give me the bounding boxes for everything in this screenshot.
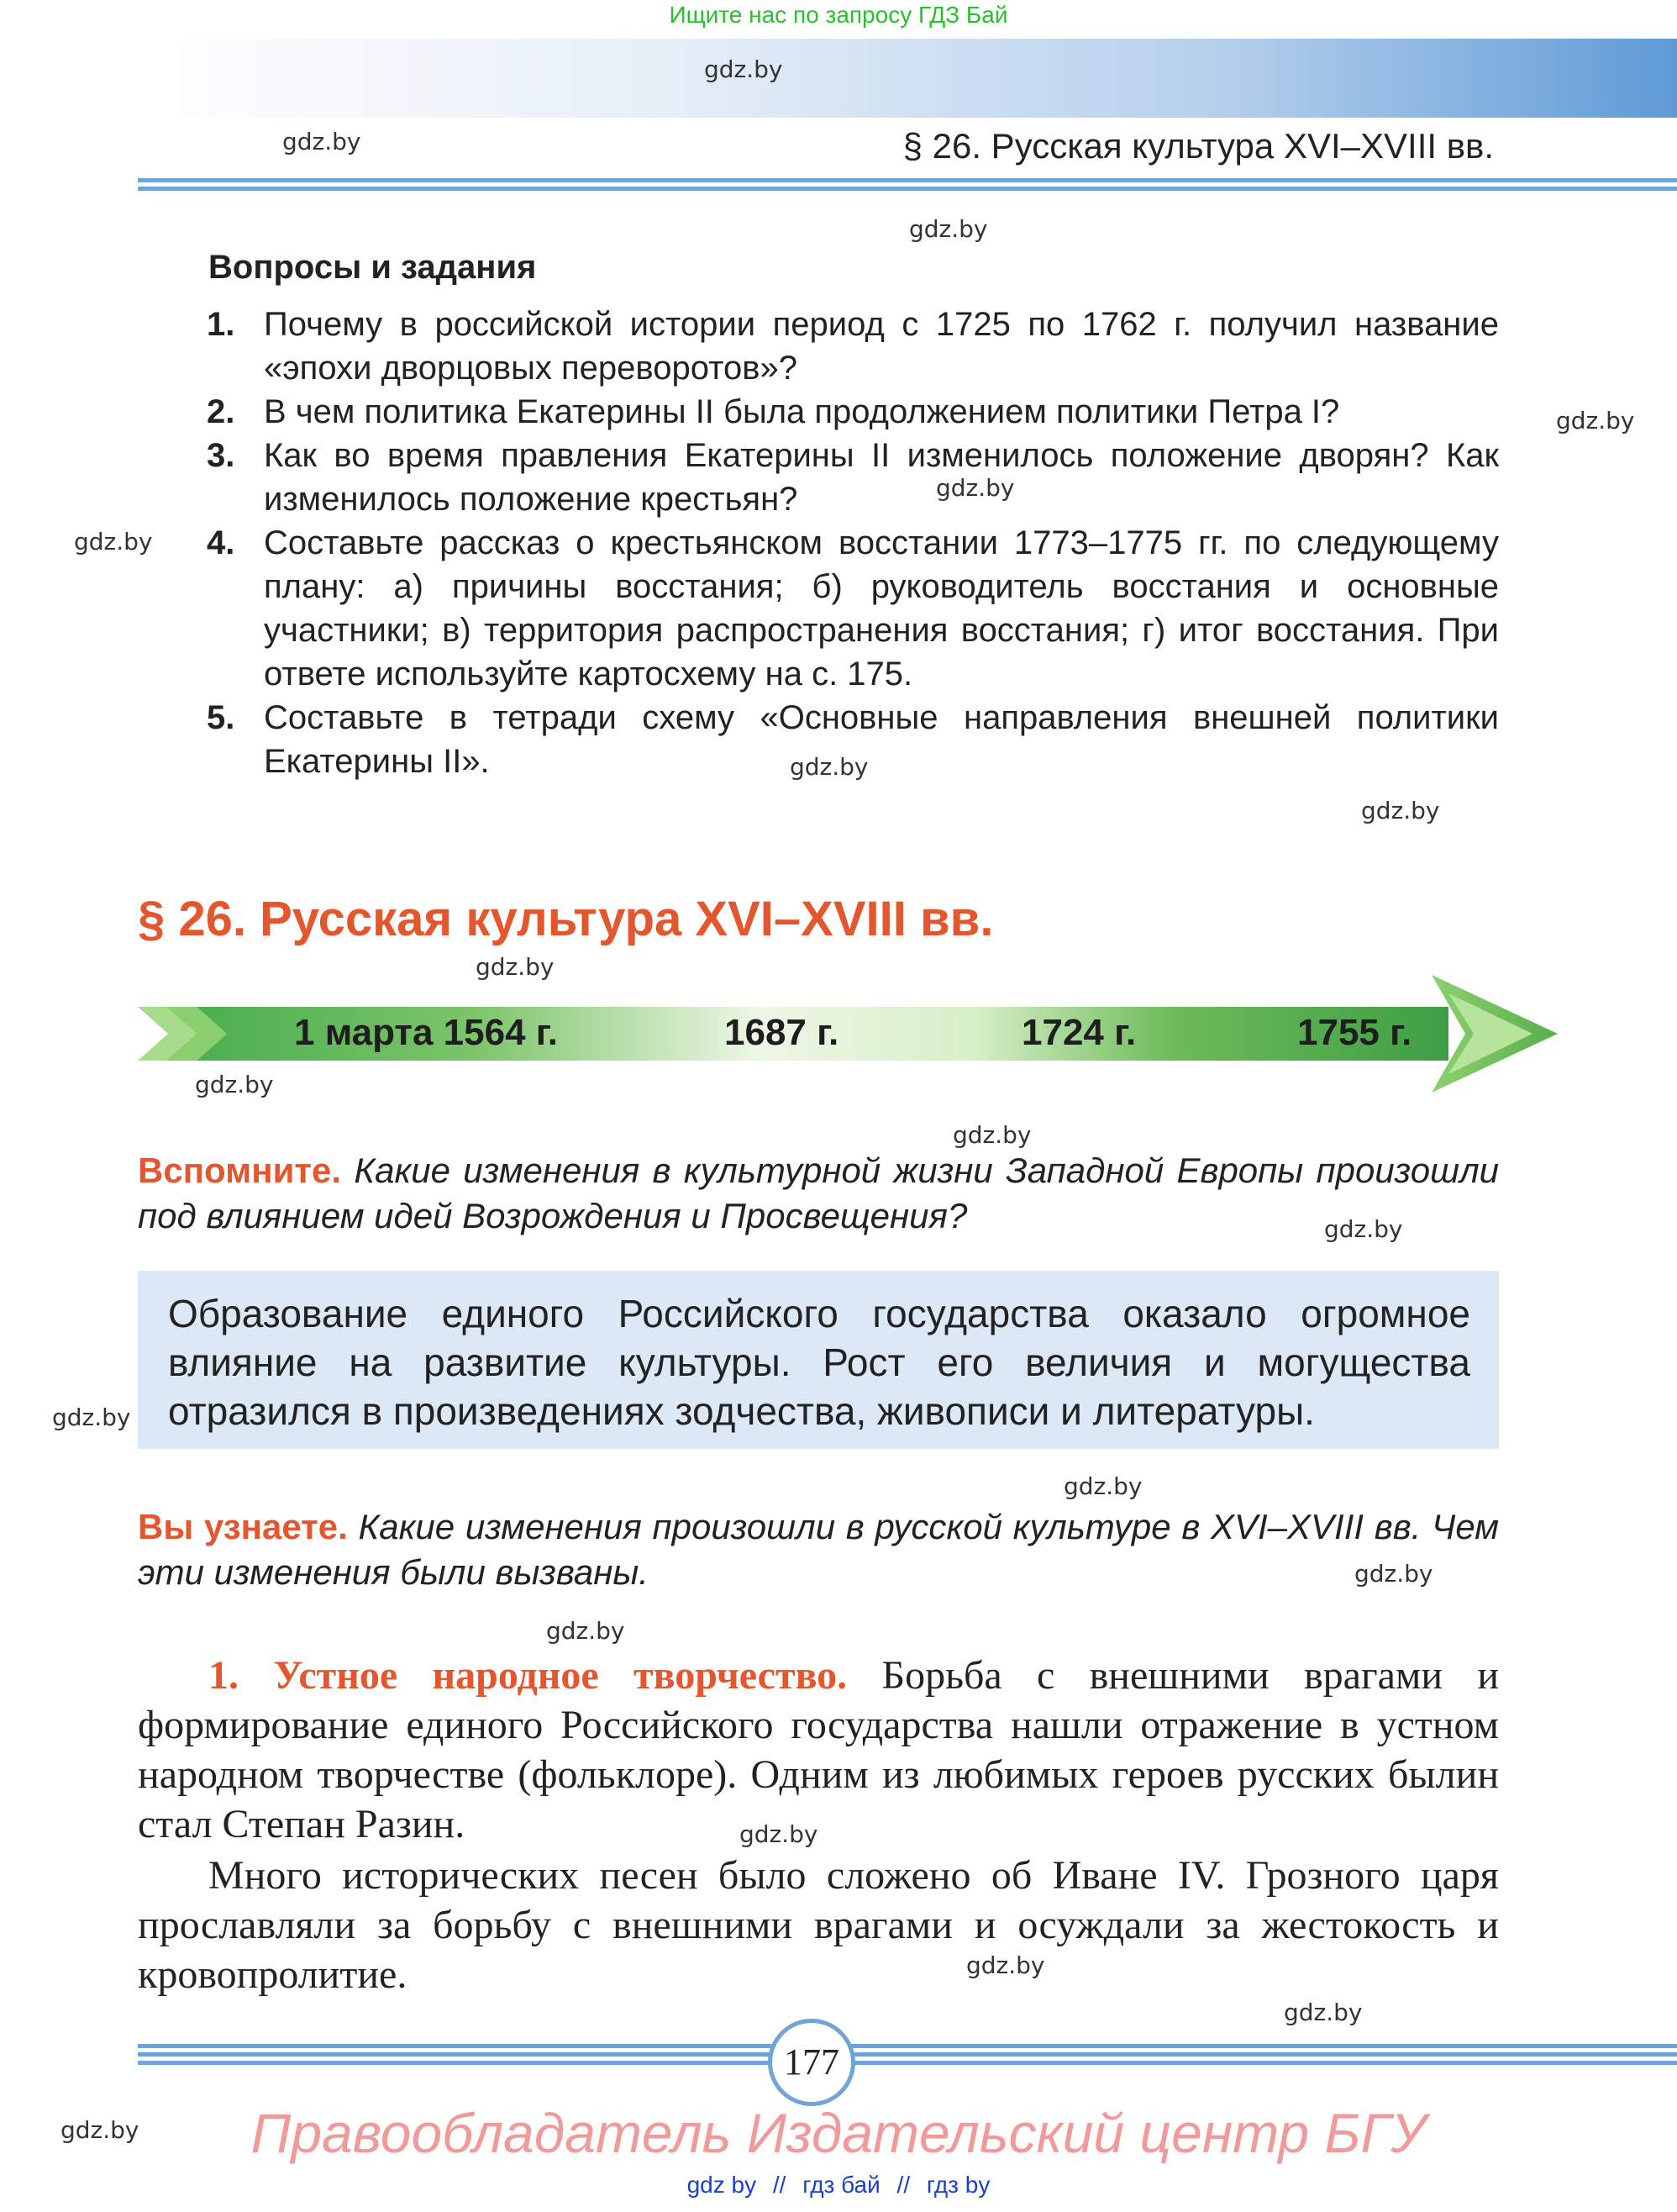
question-item xyxy=(207,521,1499,696)
watermark: gdz.by xyxy=(953,1121,1032,1149)
question-number: 5. xyxy=(207,699,235,736)
remember-block xyxy=(138,1148,1499,1239)
question-number: 3. xyxy=(207,437,235,474)
learn-block xyxy=(138,1504,1499,1595)
watermark: gdz.by xyxy=(195,1071,274,1098)
question-item xyxy=(207,303,1499,390)
timeline-date: 1755 г. xyxy=(1297,1012,1412,1053)
paragraph-2: Много исторических песен было сложено об Иване IV. Грозного царя прославляли за борьбу с внешними врагами и осуждали за жестокость и кровопролитие. xyxy=(138,1853,1499,1997)
top-search-banner: Ищите нас по запросу ГДЗ Бай xyxy=(669,2,1008,28)
watermark: gdz.by xyxy=(1361,797,1440,824)
question-text: В чем политика Екатерины II была продолжением политики Петра I? xyxy=(264,393,1340,430)
watermark: gdz.by xyxy=(60,2116,139,2144)
watermark: gdz.by xyxy=(1284,1999,1363,2026)
remember-text: Какие изменения в культурной жизни Западной Европы произошли под влиянием идей Возрождения и Просвещения? xyxy=(138,1151,1499,1235)
watermark: gdz.by xyxy=(739,1820,818,1848)
footer-link-gdz-by-ru[interactable]: гдз by xyxy=(926,2172,991,2198)
watermark: gdz.by xyxy=(1324,1215,1403,1243)
timeline-date: 1 марта 1564 г. xyxy=(294,1012,558,1053)
watermark: gdz.by xyxy=(909,215,988,243)
timeline xyxy=(138,975,1566,1093)
remember-label: Вспомните. xyxy=(138,1151,342,1190)
question-text: Составьте в тетради схему «Основные направления внешней политики Екатерины II». xyxy=(264,699,1499,780)
question-item xyxy=(207,390,1499,434)
questions-list xyxy=(207,303,1499,783)
question-text: Почему в российской истории период с 1725 по 1762 г. получил название «эпохи дворцовых переворотов»? xyxy=(264,306,1499,387)
watermark: gdz.by xyxy=(966,1951,1045,1979)
question-number: 1. xyxy=(207,306,235,343)
header-band xyxy=(134,39,1677,118)
question-item xyxy=(207,434,1499,521)
timeline-date: 1724 г. xyxy=(1022,1012,1137,1053)
watermark: gdz.by xyxy=(936,474,1015,502)
paragraph-heading: 1. Устное народное творчество. xyxy=(208,1653,848,1698)
watermark: gdz.by xyxy=(1556,407,1635,434)
footer-link-gdz-bai[interactable]: гдз бай xyxy=(802,2172,881,2198)
section-title: § 26. Русская культура XVI–XVIII вв. xyxy=(138,892,994,946)
header-rule xyxy=(138,178,1677,195)
footer-link-gdz-by[interactable]: gdz by xyxy=(686,2172,757,2198)
questions-heading: Вопросы и задания xyxy=(208,249,537,286)
page-number: 177 xyxy=(768,2019,855,2106)
paragraph-1 xyxy=(138,1651,1499,1849)
watermark: gdz.by xyxy=(790,753,869,781)
watermark: gdz.by xyxy=(476,953,555,981)
watermark: gdz.by xyxy=(74,528,153,556)
watermark: gdz.by xyxy=(52,1404,131,1431)
watermark: gdz.by xyxy=(546,1617,625,1645)
paragraph-1-text: Борьба с внешними врагами и формирование единого Российского государства нашли отражение в устном народном творчестве (фольклоре). Одним из любимых героев русских былин стал Степан Разин. xyxy=(138,1653,1500,1846)
footer-rule xyxy=(138,2044,1677,2069)
watermark: gdz.by xyxy=(282,128,361,155)
question-number: 4. xyxy=(207,524,235,561)
footer-separator: // xyxy=(896,2172,911,2198)
question-text: Как во время правления Екатерины II изменилось положение дворян? Как изменилось положение крестьян? xyxy=(264,437,1499,518)
watermark: gdz.by xyxy=(1064,1472,1143,1500)
timeline-date: 1687 г. xyxy=(724,1012,839,1053)
learn-text: Какие изменения произошли в русской культуре в XVI–XVIII вв. Чем эти изменения были вызваны. xyxy=(138,1507,1499,1592)
question-number: 2. xyxy=(207,393,235,430)
watermark: gdz.by xyxy=(1354,1560,1433,1588)
footer-separator: // xyxy=(772,2172,786,2198)
copyright-notice: Правообладатель Издательский центр БГУ xyxy=(250,2102,1427,2164)
info-box xyxy=(138,1271,1499,1449)
question-text: Составьте рассказ о крестьянском восстании 1773–1775 гг. по следующему плану: а) причины восстания; б) руководитель восстания и основные участники; в) территория распространения восстания; г) итог восстания. При ответе используйте картосхему на с. 175. xyxy=(264,524,1499,693)
running-head: § 26. Русская культура XVI–XVIII вв. xyxy=(902,126,1494,166)
watermark: gdz.by xyxy=(704,55,783,83)
learn-label: Вы узнаете. xyxy=(138,1507,348,1546)
footer-links xyxy=(0,2172,1677,2199)
info-box-text: Образование единого Российского государства оказало огромное влияние на развитие культуры. Рост его величия и могущества отразился в произведениях зодчества, живописи и литературы. xyxy=(168,1292,1470,1433)
